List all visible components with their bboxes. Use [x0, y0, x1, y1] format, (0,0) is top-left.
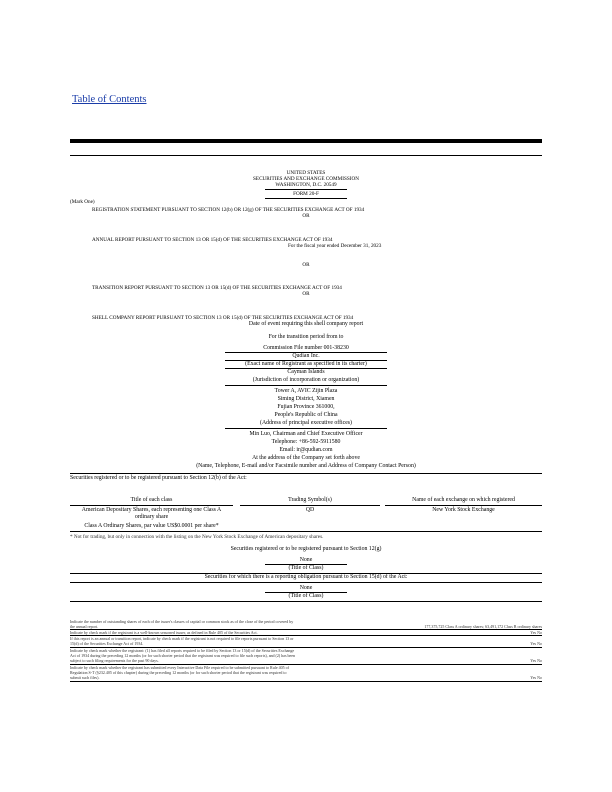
top-thin-rule	[70, 155, 542, 156]
table-header-symbol: Trading Symbol(s)	[288, 497, 332, 503]
section-rule-15d-bottom	[70, 582, 542, 583]
table-of-contents-link[interactable]: Table of Contents	[72, 94, 147, 105]
shell-event-date: Date of event requiring this shell company report	[248, 321, 364, 327]
mark-one: (Mark One)	[70, 199, 95, 205]
contact-line-1: Min Luo, Chairman and Chief Executive Officer	[249, 431, 363, 437]
table-row2-title: Class A Ordinary Shares, par value US$0.0001 per share*	[84, 523, 219, 529]
check-row-5-answer[interactable]: Yes No	[530, 675, 542, 680]
header-rule-2	[265, 198, 347, 199]
transition-report: TRANSITION REPORT PURSUANT TO SECTION 13 OR 15(d) OF THE SECURITIES EXCHANGE ACT OF 1934	[92, 285, 342, 291]
agency-line-3: WASHINGTON, D.C. 20549	[275, 182, 337, 188]
section-12b-label: Securities registered or to be registered pursuant to Section 12(b) of the Act:	[70, 475, 247, 481]
table-row1-exchange: New York Stock Exchange	[432, 507, 495, 513]
contact-line-4: At the address of the Company set forth above	[252, 455, 360, 461]
check-row-1-answer: 177,375,725 Class A ordinary shares; 63,491,172 Class B ordinary shares	[424, 624, 542, 629]
table-row1-symbol: QD	[305, 507, 315, 513]
check-row-1-text-2: the annual report.	[70, 624, 99, 629]
check-row-4-text-2: Act of 1934 during the preceding 12 months (or for such shorter period that the registrant was required to file such reports), and (2) has been	[70, 653, 296, 658]
or-separator-2: OR	[302, 262, 310, 268]
or-separator-3: OR	[302, 291, 310, 297]
check-row-5-text-3: submit such files).	[70, 675, 100, 680]
or-separator-1: OR	[302, 213, 310, 219]
check-row-4-text-3: subject to such filing requirements for the past 90 days.	[70, 658, 159, 663]
annual-report: ANNUAL REPORT PURSUANT TO SECTION 13 OR 15(d) OF THE SECURITIES EXCHANGE ACT OF 1934	[92, 237, 333, 243]
contact-line-3: Email: ir@qudian.com	[279, 447, 333, 453]
table-header-title: Title of each class	[130, 497, 173, 503]
check-row-4-answer[interactable]: Yes No	[530, 658, 542, 663]
none-15d: None	[299, 585, 313, 591]
registrant-rule-3	[225, 385, 387, 386]
check-row-1-text-1: Indicate the number of outstanding shares of each of the issuer's classes of capital or common stock as of the close of the period covered by	[70, 619, 294, 624]
registrant-name: Qudian Inc.	[292, 353, 320, 359]
check-row-2-text-1: Indicate by check mark if the registrant is a well-known seasoned issuer, as defined in Rule 405 of the Securities Act.	[70, 630, 258, 635]
table-header-rule-2	[240, 505, 380, 506]
check-row-5-rule	[70, 681, 542, 682]
header-rule-1	[265, 189, 347, 190]
check-row-3-text-1: If this report is an annual or transition report, indicate by check mark if the registrant is not required to file reports pursuant to Section 13 or	[70, 636, 294, 641]
registrant-rule-4	[225, 428, 387, 429]
none-12g: None	[299, 557, 313, 563]
check-row-5-text-2: Regulation S-T (§232.405 of this chapter) during the preceding 12 months (or for such shorter period that the registrant was required to	[70, 670, 287, 675]
jurisdiction: Cayman Islands	[287, 369, 325, 375]
title-of-class-15d: (Title of Class)	[288, 593, 324, 599]
title-of-class-12g: (Title of Class)	[288, 565, 324, 571]
form-title: FORM 20-F	[293, 191, 319, 197]
address-line-2: Siming District, Xiamen	[277, 396, 335, 402]
address-line-1: Tower A, AVIC Zijin Plaza	[274, 388, 338, 394]
table-header-rule-1	[70, 505, 233, 506]
section-15d-label: Securities for which there is a reporting obligation pursuant to Section 15(d) of the Act:	[204, 574, 408, 580]
section-rule-12b	[70, 473, 542, 474]
check-row-2-answer[interactable]: Yes No	[530, 630, 542, 635]
top-thick-rule	[70, 139, 542, 143]
footnote: * Not for trading, but only in connection with the listing on the New York Stock Exchange of American depositary shares.	[70, 534, 324, 540]
table-bottom-rule	[70, 531, 542, 532]
table-row1-title-line2: ordinary share	[134, 514, 169, 520]
jurisdiction-caption: (Jurisdiction of incorporation or organization)	[252, 377, 360, 383]
section-12g-label: Securities registered or to be registered pursuant to Section 12(g)	[230, 546, 382, 552]
transition-period: For the transition period from to	[268, 334, 344, 340]
address-line-4: People's Republic of China	[274, 412, 338, 418]
table-header-rule-3	[385, 505, 542, 506]
table-header-exchange: Name of each exchange on which registered	[412, 497, 515, 503]
check-row-3-answer[interactable]: Yes No	[530, 641, 542, 646]
address-line-3: Fujian Province 361000,	[277, 404, 335, 410]
commission-file-number: Commission File number 001-38230	[263, 345, 349, 351]
section-rule-checks	[70, 601, 542, 602]
contact-caption: (Name, Telephone, E-mail and/or Facsimile number and Address of Company Contact Person)	[196, 463, 416, 469]
registration-statement: REGISTRATION STATEMENT PURSUANT TO SECTION 12(b) OR 12(g) OF THE SECURITIES EXCHANGE ACT OF 1934	[92, 207, 365, 213]
check-row-3-text-2: 15(d) of the Securities Exchange Act of 1934.	[70, 641, 144, 646]
agency-line-2: SECURITIES AND EXCHANGE COMMISSION	[253, 176, 359, 182]
registrant-name-caption: (Exact name of Registrant as specified in its charter)	[245, 361, 367, 367]
address-caption: (Address of principal executive offices)	[260, 420, 352, 426]
check-row-5-text-1: Indicate by check mark whether the registrant has submitted every Interactive Data File required to be submitted pursuant to Rule 405 of	[70, 665, 289, 670]
agency-line-1: UNITED STATES	[286, 170, 326, 176]
shell-company-report: SHELL COMPANY REPORT PURSUANT TO SECTION 13 OR 15(d) OF THE SECURITIES EXCHANGE ACT OF 1934	[92, 315, 354, 321]
check-row-4-text-1: Indicate by check mark whether the registrant: (1) has filed all reports required to be filed by Section 13 or 15(d) of the Securities Exchange	[70, 648, 295, 653]
table-row1-title-line1: American Depositary Shares, each representing one Class A	[81, 507, 222, 513]
contact-line-2: Telephone: +86-592-5911580	[271, 439, 341, 445]
fiscal-year: For the fiscal year ended December 31, 2023	[288, 243, 382, 249]
